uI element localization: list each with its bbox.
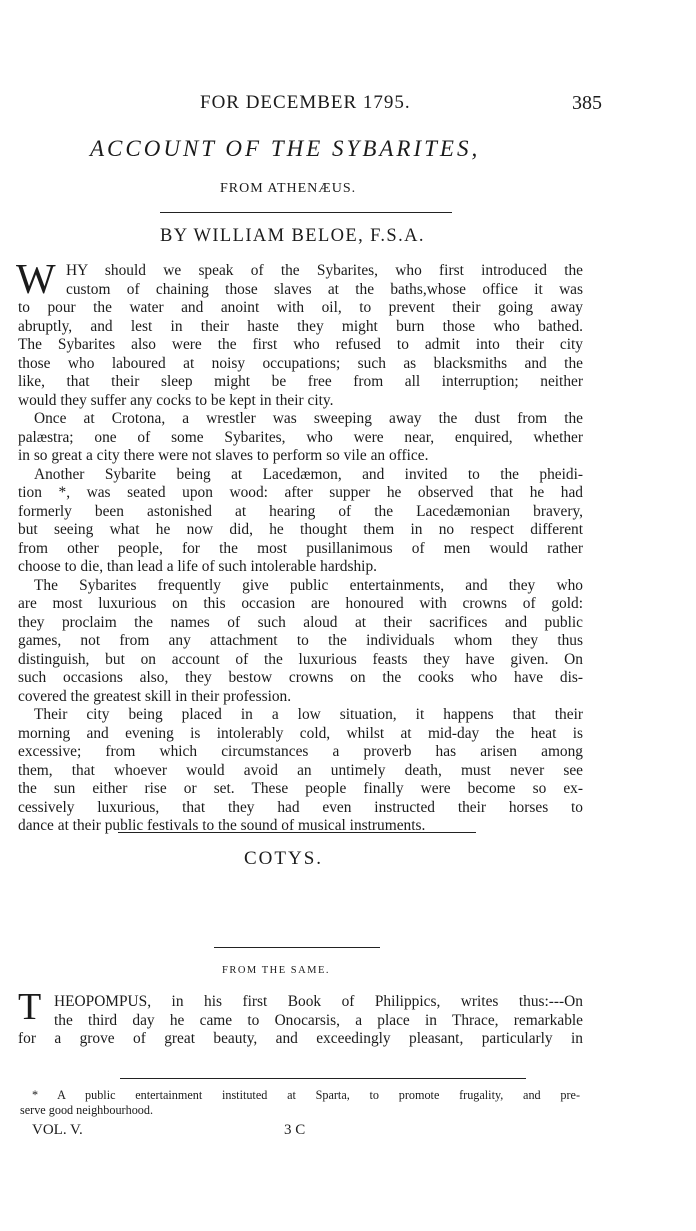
body-line: Another Sybarite being at Lacedæmon, and invited to the pheidi- <box>34 465 583 483</box>
body-line: HY should we speak of the Sybarites, who first introduced the <box>66 262 583 279</box>
running-head-month: FOR DECEMBER 1795. <box>200 92 411 113</box>
body-line: tion *, was seated upon wood: after supper he observed that he had <box>18 484 583 501</box>
body-line: such occasions also, they bestow crowns on the cooks who have dis- <box>18 669 583 686</box>
body-line: games, not from any attachment to the individuals whom they thus <box>18 632 583 649</box>
section-body <box>18 993 583 1049</box>
article-source: FROM ATHENÆUS. <box>220 181 357 196</box>
body-line: from other people, for the most pusillanimous of men would rather <box>18 539 583 557</box>
drop-cap: W <box>16 257 56 303</box>
body-line: choose to die, than lead a life of such intolerable hardship. <box>18 558 377 575</box>
body-line: excessive; from which circumstances a proverb has arisen among <box>18 743 583 760</box>
body-line: are most luxurious on this occasion are honoured with crowns of gold: <box>18 595 583 612</box>
volume-signature: VOL. V. <box>32 1122 83 1138</box>
body-line: to pour the water and anoint with oil, to prevent their going away <box>18 299 583 316</box>
body-line: for a grove of great beauty, and exceedingly pleasant, particularly in <box>18 1030 583 1047</box>
body-line: them, that whoever would avoid an untimely death, must never see <box>18 761 583 779</box>
body-line: the third day he came to Onocarsis, a place in Thrace, remarkable <box>54 1011 583 1029</box>
footnote-rule <box>120 1078 526 1079</box>
body-line: dance at their public festivals to the sound of musical instruments. <box>18 817 426 834</box>
footnote-line: * A public entertainment instituted at Sparta, to promote frugality, and pre- <box>32 1088 580 1102</box>
article-body <box>18 262 583 836</box>
body-line: they proclaim the names of such aloud at their sacrifices and public <box>18 613 583 631</box>
body-line: custom of chaining those slaves at the baths,whose office it was <box>66 280 583 298</box>
body-line: the sun either rise or set. These people finally were become so ex- <box>18 780 583 797</box>
body-line: palæstra; one of some Sybarites, who were near, enquired, whether <box>18 428 583 446</box>
drop-cap: T <box>18 986 42 1028</box>
body-line: in so great a city there were not slaves to perform so vile an office. <box>18 447 429 464</box>
body-line: like, that their sleep might be free from all interruption; neither <box>18 373 583 390</box>
body-line: distinguish, but on account of the luxurious feasts they have given. On <box>18 650 583 668</box>
body-line: formerly been astonished at hearing of the Lacedæmonian bravery, <box>18 502 583 520</box>
section-title-rule <box>214 947 380 948</box>
title-rule <box>160 212 452 213</box>
body-line: The Sybarites frequently give public entertainments, and they who <box>34 576 583 594</box>
section-title: COTYS. <box>244 848 324 869</box>
body-line: The Sybarites also were the first who refused to admit into their city <box>18 336 583 353</box>
section-rule <box>118 832 476 833</box>
body-line: those who laboured at noisy occupations; such as blacksmiths and the <box>18 354 583 372</box>
body-line: abruptly, and lest in their haste they might burn those who bathed. <box>18 317 583 335</box>
body-line: Their city being placed in a low situation, it happens that their <box>34 706 583 723</box>
section-source: FROM THE SAME. <box>222 965 331 976</box>
body-line: covered the greatest skill in their profession. <box>18 687 292 705</box>
footnote <box>20 1088 580 1118</box>
body-line: but seeing what he now did, he thought them in no respect different <box>18 521 583 538</box>
article-title: ACCOUNT OF THE SYBARITES, <box>90 136 481 161</box>
body-line: Once at Crotona, a wrestler was sweeping away the dust from the <box>34 410 583 427</box>
body-line: would they suffer any cocks to be kept in their city. <box>18 391 334 409</box>
printer-signature-mark: 3 C <box>284 1122 306 1138</box>
body-line: morning and evening is intolerably cold, whilst at mid-day the heat is <box>18 724 583 742</box>
body-line: cessively luxurious, that they had even instructed their horses to <box>18 798 583 816</box>
article-author: BY WILLIAM BELOE, F.S.A. <box>160 226 425 246</box>
page-number: 385 <box>572 92 602 114</box>
body-line: HEOPOMPUS, in his first Book of Philippics, writes thus:---On <box>54 993 583 1010</box>
footnote-line: serve good neighbourhood. <box>20 1103 154 1117</box>
